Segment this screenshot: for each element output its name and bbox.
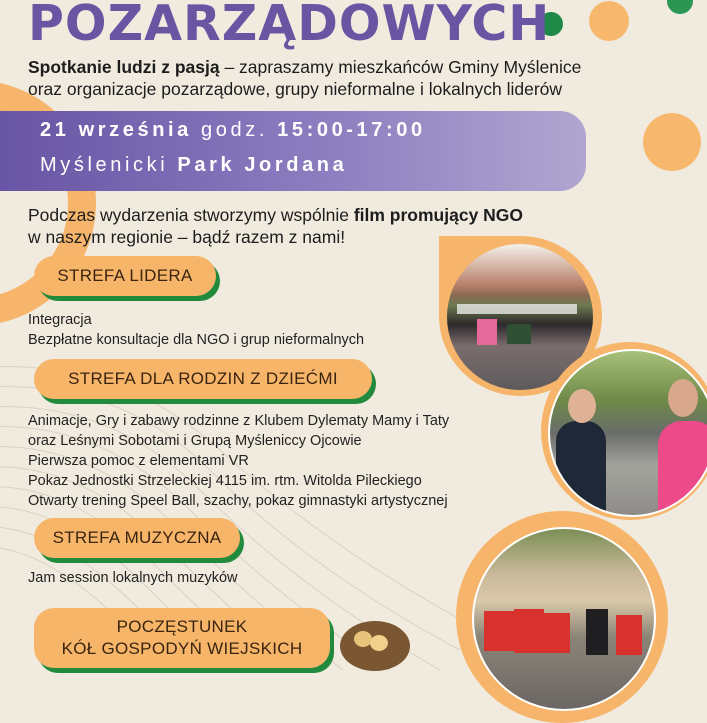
zone-item: Jam session lokalnych muzyków — [28, 570, 238, 586]
zone-item: Pierwsza pomoc z elementami VR — [28, 453, 249, 469]
event-date: 21 września — [40, 119, 192, 141]
event-place: Park Jordana — [177, 154, 348, 176]
place-prefix: Myślenicki — [40, 154, 178, 176]
zone-item: Animacje, Gry i zabawy rodzinne z Klubem Dylematy Mamy i Taty — [28, 413, 450, 429]
banner-date-line — [40, 119, 426, 142]
event-time: 15:00-17:00 — [277, 119, 426, 141]
page-title: POZARZĄDOWYCH — [28, 0, 551, 52]
time-prefix: godz. — [191, 119, 278, 141]
subtitle-line2: oraz organizacje pozarządowe, grupy nieformalne i lokalnych liderów — [28, 79, 563, 99]
intro-line2: w naszym regionie – bądź razem z nami! — [28, 227, 346, 247]
volunteers-photo — [472, 527, 656, 711]
intro-bold: film promujący NGO — [353, 205, 524, 225]
zone-desc-music — [28, 568, 238, 588]
subtitle-rest: – zapraszamy mieszkańców Gminy Myślenice — [219, 57, 582, 77]
zone-label-music: STREFA MUZYCZNA — [34, 518, 240, 558]
zone-item: Otwarty trening Speel Ball, szachy, pokaz gimnastyki artystycznej — [28, 493, 448, 509]
zone-item: Bezpłatne konsultacje dla NGO i grup nieformalnych — [28, 332, 365, 348]
zone-label-families: STREFA DLA RODZIN Z DZIEĆMI — [34, 359, 372, 399]
bread-basket-icon — [340, 621, 410, 671]
two-women-photo — [548, 349, 707, 517]
decorative-orange-dot — [589, 1, 629, 41]
zone-desc-leader — [28, 310, 364, 350]
zone-item: oraz Leśnymi Sobotami i Grupą Myśleniccy Ojcowie — [28, 433, 362, 449]
zone-label-line1: POCZĘSTUNEK — [116, 617, 248, 636]
decorative-green-dot-2 — [667, 0, 693, 14]
subtitle — [28, 56, 581, 100]
zone-label-line2: KÓŁ GOSPODYŃ WIEJSKICH — [61, 639, 303, 658]
zone-item: Pokaz Jednostki Strzeleckiej 4115 im. rtm. Witolda Pileckiego — [28, 473, 422, 489]
zone-desc-families — [28, 411, 449, 511]
banner-place-line — [40, 154, 347, 177]
intro-text-start: Podczas wydarzenia stworzymy wspólnie — [28, 205, 354, 225]
zone-label-refreshments — [34, 608, 330, 668]
zone-label-leader: STREFA LIDERA — [34, 256, 216, 296]
decorative-orange-dot-2 — [643, 113, 701, 171]
subtitle-bold: Spotkanie ludzi z pasją — [28, 57, 220, 77]
zone-item: Integracja — [28, 312, 92, 328]
